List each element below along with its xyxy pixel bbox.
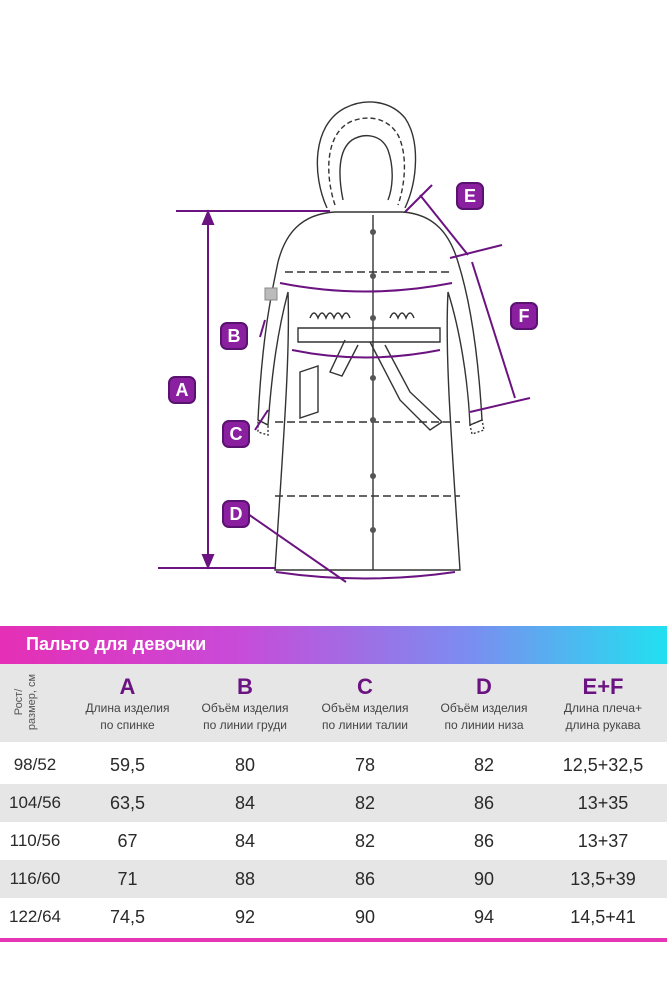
table-row	[0, 860, 667, 898]
column-header-d: D Объём изделия по линии низа	[440, 674, 528, 732]
size-cell: 104/56	[9, 793, 61, 812]
marker-e: E	[456, 182, 484, 210]
size-column-label: Рост/ размер, см	[13, 673, 38, 731]
coat-body	[258, 212, 482, 570]
label-patch	[265, 288, 277, 300]
product-title: Пальто для девочки	[26, 634, 207, 654]
column-header-a: A Длина изделия по спинке	[85, 674, 170, 732]
value-cell: 88	[234, 869, 256, 889]
value-cell: 13,5+39	[570, 869, 636, 889]
value-cell: 90	[473, 869, 495, 889]
value-cell: 71	[117, 869, 138, 889]
value-cell: 63,5	[109, 793, 146, 813]
value-cell: 86	[354, 869, 376, 889]
marker-b: B	[220, 322, 248, 350]
marker-d: D	[222, 500, 250, 528]
value-cell: 84	[234, 793, 256, 813]
value-cell: 82	[354, 793, 376, 813]
value-cell: 82	[354, 831, 376, 851]
bottom-accent-bar	[0, 938, 667, 942]
value-cell: 92	[234, 907, 256, 927]
column-header-ef: E+F Длина плеча+ длина рукава	[563, 674, 643, 732]
size-table	[0, 664, 667, 938]
value-cell: 67	[117, 831, 138, 851]
value-cell: 74,5	[109, 907, 146, 927]
value-cell: 12,5+32,5	[562, 755, 644, 775]
marker-c: C	[222, 420, 250, 448]
value-cell: 14,5+41	[570, 907, 636, 927]
value-cell: 82	[473, 755, 495, 775]
table-header	[0, 664, 667, 742]
table-row	[0, 822, 667, 860]
value-cell: 13+35	[577, 793, 629, 813]
size-cell: 110/56	[9, 831, 61, 850]
size-cell: 116/60	[9, 869, 61, 888]
value-cell: 86	[473, 831, 495, 851]
value-cell: 86	[473, 793, 495, 813]
column-header-c: C Объём изделия по линии талии	[321, 674, 409, 732]
value-cell: 59,5	[109, 755, 146, 775]
size-cell: 98/52	[13, 755, 57, 774]
size-cell: 122/64	[9, 907, 61, 926]
marker-a: A	[168, 376, 196, 404]
value-cell: 80	[234, 755, 256, 775]
table-row	[0, 746, 667, 784]
value-cell: 90	[354, 907, 376, 927]
value-cell: 94	[473, 907, 495, 927]
column-header-b: B Объём изделия по линии груди	[201, 674, 289, 732]
title-banner	[0, 626, 667, 664]
value-cell: 84	[234, 831, 256, 851]
table-row	[0, 784, 667, 822]
marker-f: F	[510, 302, 538, 330]
table-row	[0, 898, 667, 936]
value-cell: 13+37	[577, 831, 629, 851]
value-cell: 78	[354, 755, 376, 775]
